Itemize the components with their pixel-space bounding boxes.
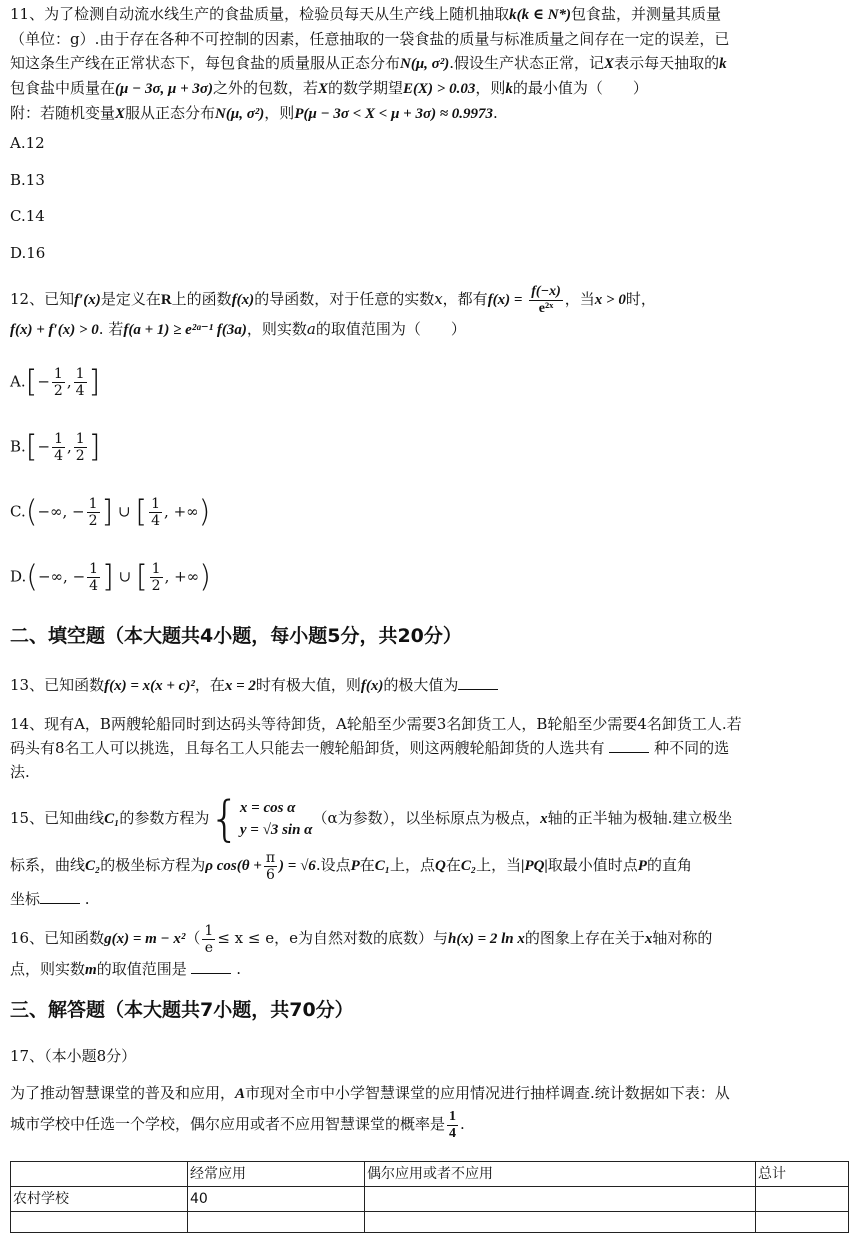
fraction: $\frac{1}{e}$ [204,922,214,956]
table-cell: 40 [188,1187,365,1212]
q11-option-a[interactable]: A.12 [10,134,45,152]
fraction: $\frac{1}{2}$ [53,366,63,399]
question-12 [10,281,850,342]
table-row [11,1187,849,1212]
table-cell [756,1187,849,1212]
q12-option-c[interactable]: C.(−∞, − $\frac{1}{2}$ ] ∪ [ $\frac{1}{4}$ , +∞) [10,494,211,530]
section-2-heading: 二、填空题（本大题共4小题，每小题5分，共20分） [10,625,462,647]
q12-line-1: 12、已知f′(x)是定义在R上的函数f(x)的导函数，对于任意的实数x，都有f(x) = $\frac{f(-x)}{\text{e²ˣ}}$ ，当x > 0时， [10,283,656,316]
fraction: $\frac{1}{4}$ [449,1108,457,1141]
fraction: $\frac{1}{2}$ [88,496,98,529]
q12-option-b[interactable]: B.[− $\frac{1}{4}$ , $\frac{1}{2}$ ] [10,429,101,465]
question-11 [10,2,850,126]
fraction: $\frac{1}{4}$ [89,561,99,594]
question-14: 14、现有A，B两艘轮船同时到达码头等待卸货，A轮船至少需要3名卸货工人，B轮船至少需要4名卸货工人.若 码头有8名工人可以挑选，且每名工人只能去一艘轮船卸货，则这两艘轮船卸货的人选共有 种不同的选 法. [10,715,742,781]
q12-option-d[interactable]: D.(−∞, − $\frac{1}{4}$ ] ∪ [ $\frac{1}{2}$ , +∞) [10,559,211,595]
fraction: $\frac{1}{4}$ [151,496,161,529]
q12-fraction: $\frac{f(-x)}{\text{e²ˣ}}$ [531,283,561,316]
fraction: $\frac{1}{2}$ [75,431,85,464]
parametric-system: x = cos α y = √3 sin α [239,800,313,838]
table-cell: 农村学校 [11,1187,188,1212]
question-13: 13、已知函数f(x) = x(x + c)²，在x = 2时有极大值，则f(x)的极大值为 [10,673,850,698]
table-cell [11,1162,188,1187]
answer-blank[interactable] [458,675,498,690]
table-row [11,1212,849,1233]
question-15: 15、已知曲线C₁的参数方程为{ x = cos α y = √3 sin α （α为参数），以坐标原点为极点，x轴的正半轴为极轴.建立极坐 标系，曲线C₂的极坐标方程为ρ cos(θ + $\frac{\pi}{6}$ ) = √6.设点P在C₁上，点Q在C₂上，当|PQ|取最小值时点P的直角 坐标 . [10,791,733,908]
answer-blank[interactable] [40,889,80,904]
q11-line-2: （单位：g）.由于存在各种不可控制的因素，任意抽取的一袋食盐的质量与标准质量之间存在一定的误差，已 [10,30,730,48]
q11-option-b[interactable]: B.13 [10,171,45,189]
fraction: $\frac{1}{2}$ [151,561,161,594]
q12-option-a[interactable]: A.[− $\frac{1}{2}$ , $\frac{1}{4}$ ] [10,364,101,400]
question-17-header: 17、（本小题8分） [10,1047,137,1065]
table-cell [756,1212,849,1233]
answer-blank[interactable] [609,738,649,753]
table-cell: 总计 [756,1162,849,1187]
fraction: $\frac{\pi}{6}$ [265,849,276,883]
table-cell: 经常应用 [188,1162,365,1187]
table-cell [365,1212,756,1233]
fraction: $\frac{1}{4}$ [75,366,85,399]
table-header-row [11,1162,849,1187]
q11-line-3: 知这条生产线在正常状态下，每包食盐的质量服从正态分布N(μ, σ²).假设生产状态正常，记X表示每天抽取的k [10,54,727,72]
table-cell: 偶尔应用或者不应用 [365,1162,756,1187]
q11-note: 附：若随机变量X服从正态分布N(μ, σ²)，则P(μ − 3σ < X < μ + 3σ) ≈ 0.9973. [10,104,498,122]
q11-line-1: 11、为了检测自动流水线生产的食盐质量，检验员每天从生产线上随机抽取k(k ∈ N*)包食盐，并测量其质量 [10,5,722,23]
q11-line-4: 包食盐中质量在(μ − 3σ, μ + 3σ)之外的包数，若X的数学期望E(X) > 0.03，则k的最小值为（ ） [10,79,648,97]
q11-option-c[interactable]: C.14 [10,207,45,225]
section-3-heading: 三、解答题（本大题共7小题，共70分） [10,999,354,1021]
table-cell [365,1187,756,1212]
question-16: 16、已知函数g(x) = m − x²（ $\frac{1}{e}$ ≤ x ≤ e，e为自然对数的底数）与h(x) = 2 ln x的图象上存在关于x轴对称的 点，则实数m的取值范围是 . [10,922,713,978]
survey-table [10,1161,849,1233]
table-cell [11,1212,188,1233]
q12-line-2: f(x) + f′(x) > 0. 若f(a + 1) ≥ e²ᵃ⁻¹ f(3a)，则实数a的取值范围为（ ） [10,320,466,338]
q11-option-d[interactable]: D.16 [10,244,46,262]
question-17: 为了推动智慧课堂的普及和应用，A市现对全市中小学智慧课堂的应用情况进行抽样调查.统计数据如下表：从 城市学校中任选一个学校，偶尔应用或者不应用智慧课堂的概率是 $\frac{1}{4}$ . [10,1084,730,1141]
fraction: $\frac{1}{4}$ [54,431,64,464]
answer-blank[interactable] [191,959,231,974]
table-cell [188,1212,365,1233]
